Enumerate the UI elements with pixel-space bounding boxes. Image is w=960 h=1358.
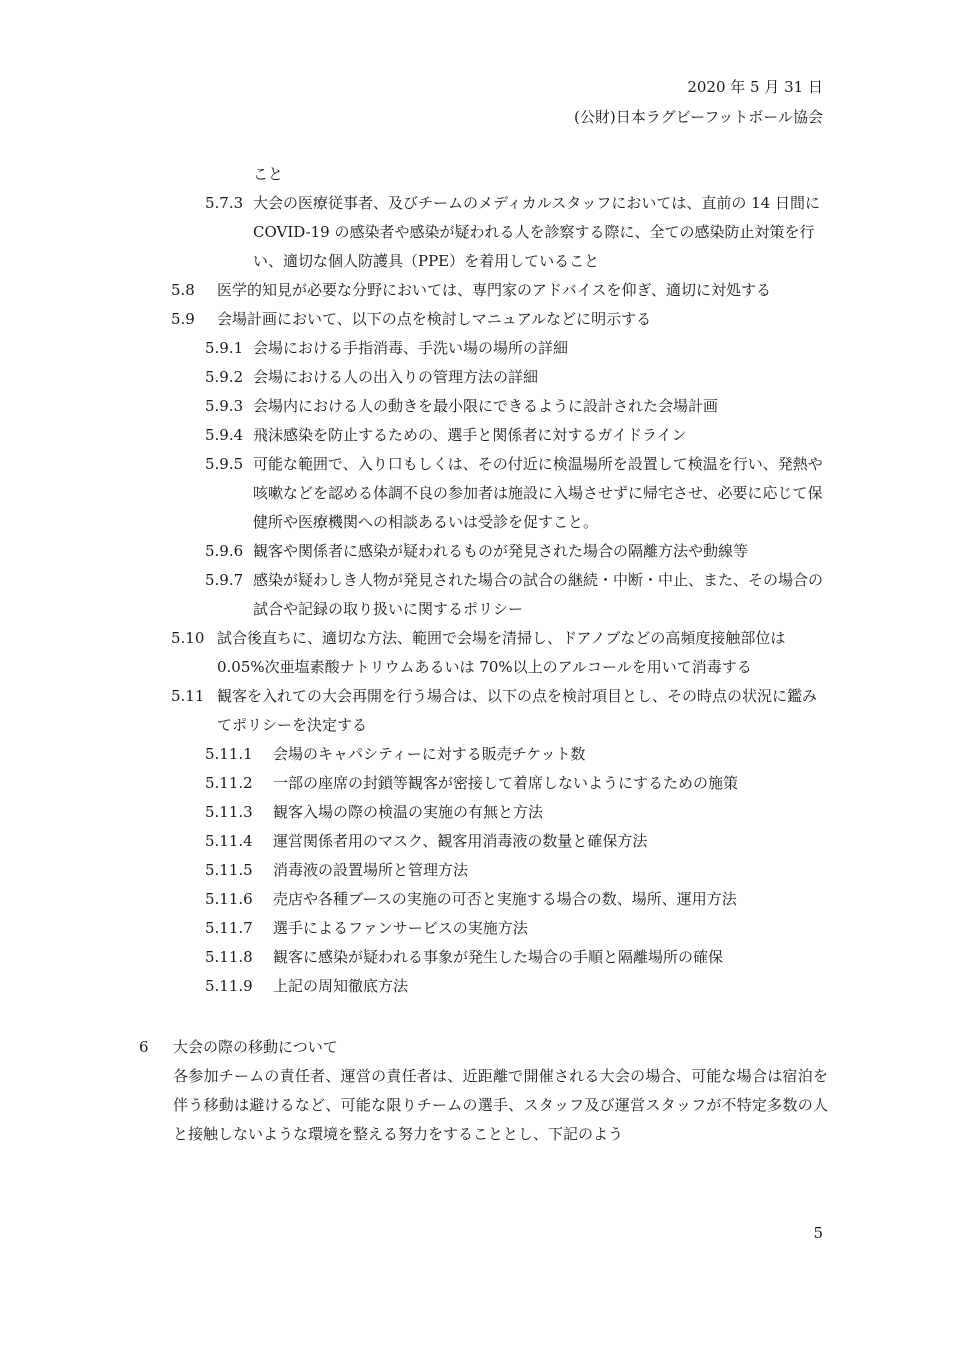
page-header	[574, 72, 823, 132]
header-date: 2020 年 5 月 31 日	[687, 78, 823, 96]
item-text: 会場内における人の動きを最小限にできるように設計された会場計画	[253, 397, 719, 415]
item-number: 5.9.6	[205, 542, 244, 560]
item-text: 会場のキャパシティーに対する販売チケット数	[273, 745, 586, 763]
item-number: 5.11.8	[205, 948, 253, 966]
item-number: 5.11.6	[205, 890, 253, 908]
list-item	[0, 334, 960, 363]
item-number: 5.11.1	[205, 745, 253, 763]
item-text: 医学的知見が必要な分野においては、専門家のアドバイスを仰ぎ、適切に対処する	[217, 281, 771, 299]
section-heading	[0, 1033, 960, 1062]
item-text: 可能な範囲で、入り口もしくは、その付近に検温場所を設置して検温を行い、発熱や咳嗽などを認める体調不良の参加者は施設に入場させずに帰宅させ、必要に応じて保健所や医療機関への相談あるいは受診を促すこと。	[253, 455, 823, 531]
continuation-text: こと	[253, 165, 284, 183]
list-item	[0, 943, 960, 972]
item-number: 5.10	[171, 629, 205, 647]
list-item	[0, 972, 960, 1001]
list-item	[0, 682, 960, 740]
list-item	[0, 363, 960, 392]
item-text: 一部の座席の封鎖等観客が密接して着席しないようにするための施策	[273, 774, 739, 792]
item-text: 運営関係者用のマスク、観客用消毒液の数量と確保方法	[273, 832, 648, 850]
list-item	[0, 392, 960, 421]
item-number: 5.11.7	[205, 919, 253, 937]
list-item	[0, 769, 960, 798]
item-number: 5.11.9	[205, 977, 253, 995]
item-number: 5.11.5	[205, 861, 253, 879]
list-item	[0, 856, 960, 885]
item-number: 5.9.1	[205, 339, 244, 357]
item-number: 5.8	[171, 281, 195, 299]
list-item	[0, 566, 960, 624]
list-item	[0, 305, 960, 334]
page-number: 5	[813, 1224, 823, 1242]
item-text: 観客や関係者に感染が疑われるものが発見された場合の隔離方法や動線等	[253, 542, 749, 560]
document-body	[0, 160, 960, 1149]
item-text: 観客入場の際の検温の実施の有無と方法	[273, 803, 544, 821]
item-number: 5.11.4	[205, 832, 253, 850]
item-text: 観客に感染が疑われる事象が発生した場合の手順と隔離場所の確保	[273, 948, 724, 966]
list-item	[0, 885, 960, 914]
list-item	[0, 276, 960, 305]
item-number: 5.9	[171, 310, 195, 328]
item-number: 5.9.7	[205, 571, 244, 589]
list-item	[0, 189, 960, 276]
item-text: 大会の医療従事者、及びチームのメディカルスタッフにおいては、直前の 14 日間に COVID-19 の感染者や感染が疑われる人を診察する際に、全ての感染防止対策を行い、適切な個人防護具（PPE）を着用していること	[253, 194, 820, 270]
list-item	[0, 914, 960, 943]
item-number: 5.11.3	[205, 803, 253, 821]
item-text: 会場における人の出入りの管理方法の詳細	[253, 368, 539, 386]
item-text: 観客を入れての大会再開を行う場合は、以下の点を検討項目とし、その時点の状況に鑑みてポリシーを決定する	[217, 687, 818, 734]
list-item	[0, 624, 960, 682]
item-text: 飛沫感染を防止するための、選手と関係者に対するガイドライン	[253, 426, 687, 444]
list-item	[0, 537, 960, 566]
item-text: 感染が疑わしき人物が発見された場合の試合の継続・中断・中止、また、その場合の試合や記録の取り扱いに関するポリシー	[253, 571, 824, 618]
header-organization: (公財)日本ラグビーフットボール協会	[573, 108, 823, 126]
item-text: 会場における手指消毒、手洗い場の場所の詳細	[253, 339, 569, 357]
item-text: 試合後直ちに、適切な方法、範囲で会場を清掃し、ドアノブなどの高頻度接触部位は 0.05%次亜塩素酸ナトリウムあるいは 70%以上のアルコールを用いて消毒する	[217, 629, 786, 676]
item-number: 5.11.2	[205, 774, 253, 792]
list-item	[0, 798, 960, 827]
item-text: 会場計画において、以下の点を検討しマニュアルなどに明示する	[217, 310, 652, 328]
item-number: 5.11	[171, 687, 205, 705]
item-number: 5.9.5	[205, 455, 244, 473]
section-number: 6	[139, 1038, 149, 1056]
item-text: 上記の周知徹底方法	[273, 977, 409, 995]
section-title: 大会の際の移動について	[173, 1038, 338, 1056]
list-item	[0, 827, 960, 856]
list-item	[0, 450, 960, 537]
item-text: 売店や各種ブースの実施の可否と実施する場合の数、場所、運用方法	[273, 890, 737, 908]
item-text: 選手によるファンサービスの実施方法	[273, 919, 528, 937]
item-number: 5.9.3	[205, 397, 244, 415]
item-text: 消毒液の設置場所と管理方法	[273, 861, 469, 879]
guideline-list	[0, 189, 960, 1001]
item-number: 5.7.3	[205, 194, 244, 212]
section-paragraph: 各参加チームの責任者、運営の責任者は、近距離で開催される大会の場合、可能な場合は宿泊を伴う移動は避けるなど、可能な限りチームの選手、スタッフ及び運営スタッフが不特定多数の人と接触しないような環境を整える努力をすることとし、下記のよう	[173, 1067, 828, 1143]
item-number: 5.9.2	[205, 368, 244, 386]
item-number: 5.9.4	[205, 426, 244, 444]
list-item	[0, 740, 960, 769]
list-item	[0, 421, 960, 450]
